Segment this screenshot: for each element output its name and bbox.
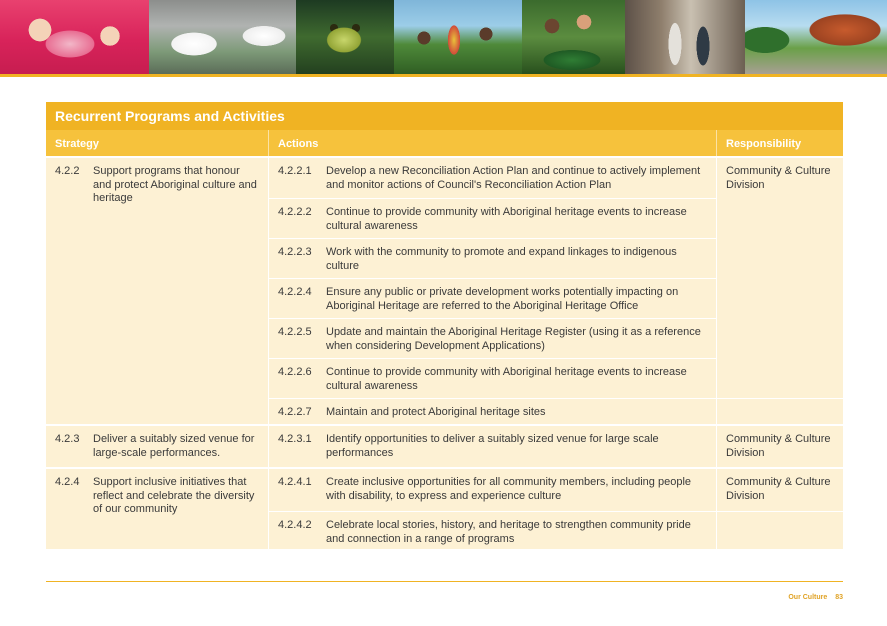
actions-cell bbox=[269, 158, 717, 424]
strategy-cell bbox=[46, 426, 269, 467]
header-strategy: Strategy bbox=[46, 130, 269, 156]
strategy-text: Support programs that honour and protect Aboriginal culture and heritage bbox=[93, 165, 257, 204]
header-responsibility: Responsibility bbox=[726, 138, 802, 150]
street-crowd-photo bbox=[625, 0, 745, 74]
responsibility-empty bbox=[717, 398, 843, 424]
action-text: Maintain and protect Aboriginal heritage sites bbox=[326, 406, 546, 418]
strategy-group bbox=[46, 156, 843, 424]
table-header-row bbox=[46, 130, 843, 156]
actions-cell bbox=[269, 469, 717, 549]
strategy-number: 4.2.3 bbox=[55, 433, 80, 445]
responsibility-text: Community & Culture Division bbox=[726, 165, 831, 191]
responsibility-cell bbox=[717, 469, 843, 549]
action-number: 4.2.2.6 bbox=[278, 366, 312, 378]
responsibility-text: Community & Culture Division bbox=[726, 433, 831, 459]
action-row bbox=[269, 158, 716, 198]
action-number: 4.2.4.2 bbox=[278, 519, 312, 531]
action-row bbox=[269, 358, 716, 398]
action-number: 4.2.2.7 bbox=[278, 406, 312, 418]
strategy-number: 4.2.2 bbox=[55, 165, 80, 177]
action-text: Continue to provide community with Aboriginal heritage events to increase cultural awareness bbox=[326, 366, 687, 392]
responsibility-text: Community & Culture Division bbox=[726, 476, 831, 502]
actions-cell bbox=[269, 426, 717, 467]
action-text: Update and maintain the Aboriginal Heritage Register (using it as a reference when considering Development Applications) bbox=[326, 326, 701, 352]
frog-photo bbox=[296, 0, 394, 74]
header-actions: Actions bbox=[269, 130, 717, 156]
action-number: 4.2.2.1 bbox=[278, 165, 312, 177]
page-footer bbox=[788, 594, 843, 601]
responsibility-cell bbox=[717, 426, 843, 467]
responsibility-cell bbox=[717, 158, 843, 424]
action-row bbox=[269, 278, 716, 318]
action-number: 4.2.2.4 bbox=[278, 286, 312, 298]
action-row bbox=[269, 398, 716, 424]
action-row bbox=[269, 426, 716, 464]
footer-divider bbox=[46, 581, 843, 582]
children-playing-photo bbox=[0, 0, 149, 74]
action-number: 4.2.2.2 bbox=[278, 206, 312, 218]
action-number: 4.2.2.3 bbox=[278, 246, 312, 258]
action-text: Identify opportunities to deliver a suitably sized venue for large scale performances bbox=[326, 433, 659, 459]
photo-banner bbox=[0, 0, 887, 74]
strategy-text: Deliver a suitably sized venue for large-scale performances. bbox=[93, 433, 255, 459]
electric-cars-photo bbox=[149, 0, 296, 74]
strategy-number: 4.2.4 bbox=[55, 476, 80, 488]
banner-divider bbox=[0, 74, 887, 77]
community-group-photo bbox=[394, 0, 522, 74]
programs-table bbox=[46, 102, 843, 549]
table-title: Recurrent Programs and Activities bbox=[46, 102, 843, 130]
action-text: Continue to provide community with Aboriginal heritage events to increase cultural awareness bbox=[326, 206, 687, 232]
page-number: 83 bbox=[835, 594, 843, 601]
action-row bbox=[269, 318, 716, 358]
responsibility-empty bbox=[717, 511, 843, 549]
children-outdoors-photo bbox=[522, 0, 625, 74]
action-text: Create inclusive opportunities for all community members, including people with disability, to express and experience culture bbox=[326, 476, 692, 502]
action-text: Develop a new Reconciliation Action Plan and continue to actively implement and monitor actions of Council's Reconciliation Action Plan bbox=[326, 165, 701, 191]
action-number: 4.2.4.1 bbox=[278, 476, 312, 488]
action-text: Celebrate local stories, history, and heritage to strengthen community pride and connection in a range of programs bbox=[326, 519, 691, 545]
community-centre-photo bbox=[745, 0, 887, 74]
action-number: 4.2.3.1 bbox=[278, 433, 312, 445]
strategy-group bbox=[46, 467, 843, 549]
strategy-cell bbox=[46, 158, 269, 424]
action-number: 4.2.2.5 bbox=[278, 326, 312, 338]
action-text: Work with the community to promote and expand linkages to indigenous culture bbox=[326, 246, 677, 272]
action-text: Ensure any public or private development works potentially impacting on Aboriginal Heritage are referred to the Aboriginal Heritage Office bbox=[326, 286, 679, 312]
action-row bbox=[269, 469, 716, 511]
strategy-group bbox=[46, 424, 843, 467]
action-row bbox=[269, 198, 716, 238]
footer-section: Our Culture bbox=[788, 594, 828, 601]
action-row bbox=[269, 511, 716, 549]
strategy-cell bbox=[46, 469, 269, 549]
strategy-text: Support inclusive initiatives that reflect and celebrate the diversity of our community bbox=[93, 476, 255, 515]
action-row bbox=[269, 238, 716, 278]
